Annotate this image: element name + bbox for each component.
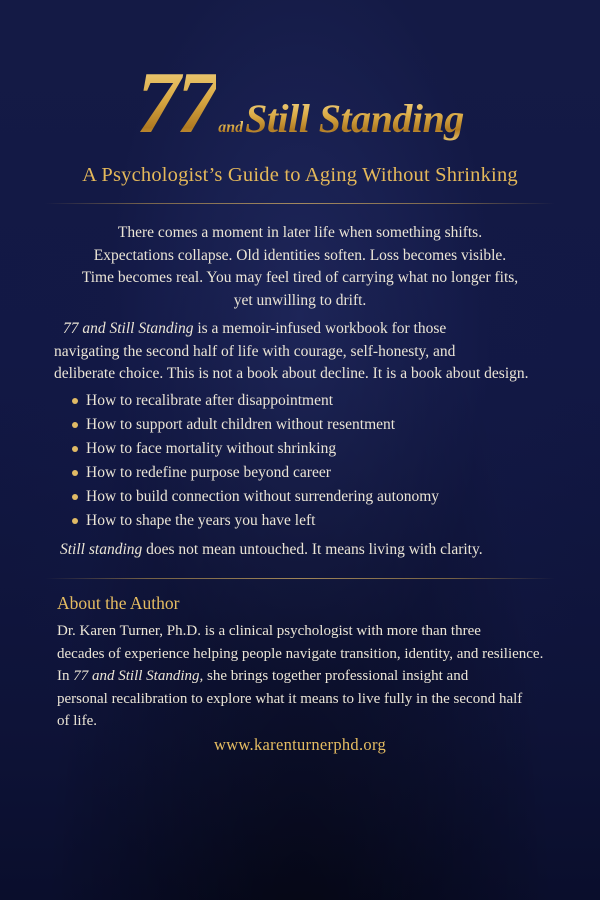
topics-list	[70, 389, 550, 533]
divider-top	[45, 203, 555, 204]
about-line: of life.	[57, 713, 97, 729]
intro-line: Expectations collapse. Old identities soften. Loss becomes visible.	[93, 246, 507, 264]
description-line: navigating the second half of life with courage, self-honesty, and	[54, 342, 456, 360]
description-book-title: 77 and Still Standing	[63, 320, 194, 337]
bullet-icon	[72, 470, 78, 476]
title-connector: and	[218, 119, 244, 136]
about-author-paragraph	[57, 620, 557, 733]
list-item-text: How to shape the years you have left	[86, 512, 316, 529]
about-line	[57, 665, 557, 688]
description-line: deliberate choice. This is not a book about decline. It is a book about design.	[54, 365, 529, 382]
list-item-text: How to recalibrate after disappointment	[86, 392, 334, 409]
list-item	[70, 413, 550, 437]
bullet-icon	[72, 422, 78, 428]
closing-text: does not mean untouched. It means living with clarity.	[142, 541, 483, 558]
about-author-heading: About the Author	[57, 593, 180, 613]
closing-italic: Still standing	[60, 541, 143, 558]
bullet-icon	[72, 446, 78, 452]
book-subtitle: A Psychologist’s Guide to Aging Without Shrinking	[82, 164, 518, 186]
about-book-title: 77 and Still Standing,	[73, 668, 204, 684]
divider-bottom	[45, 578, 555, 579]
intro-line: Time becomes real. You may feel tired of carrying what no longer fits,	[81, 269, 519, 286]
list-item	[70, 461, 550, 485]
list-item	[70, 437, 550, 461]
about-line: decades of experience helping people navigate transition, identity, and resilience.	[57, 645, 544, 662]
description-line	[54, 318, 554, 341]
bullet-icon	[72, 494, 78, 500]
closing-statement	[60, 541, 560, 559]
list-item	[70, 509, 550, 533]
about-line3-pre: In	[57, 668, 74, 684]
list-item-text: How to redefine purpose beyond career	[86, 464, 331, 481]
list-item-text: How to support adult children without resentment	[86, 416, 396, 433]
book-title	[0, 55, 600, 152]
bullet-icon	[72, 518, 78, 524]
intro-line: There comes a moment in later life when something shifts.	[117, 224, 483, 241]
list-item-text: How to face mortality without shrinking	[86, 440, 337, 457]
list-item	[70, 389, 550, 413]
about-line: personal recalibration to explore what it means to live fully in the second half	[57, 690, 523, 707]
description-line1-text: is a memoir-infused workbook for those	[193, 320, 447, 337]
author-website-link[interactable]: www.karenturnerphd.org	[213, 735, 386, 754]
intro-paragraph	[40, 222, 560, 312]
about-line: Dr. Karen Turner, Ph.D. is a clinical psychologist with more than three	[57, 623, 481, 639]
about-line3-post: she brings together professional insight and	[203, 668, 469, 684]
bullet-icon	[72, 398, 78, 404]
title-main: Still Standing	[245, 96, 464, 141]
list-item	[70, 485, 550, 509]
list-item-text: How to build connection without surrendering autonomy	[86, 488, 439, 505]
description-paragraph	[54, 318, 554, 386]
title-number: 77	[136, 55, 217, 152]
intro-line: yet unwilling to drift.	[233, 291, 367, 309]
